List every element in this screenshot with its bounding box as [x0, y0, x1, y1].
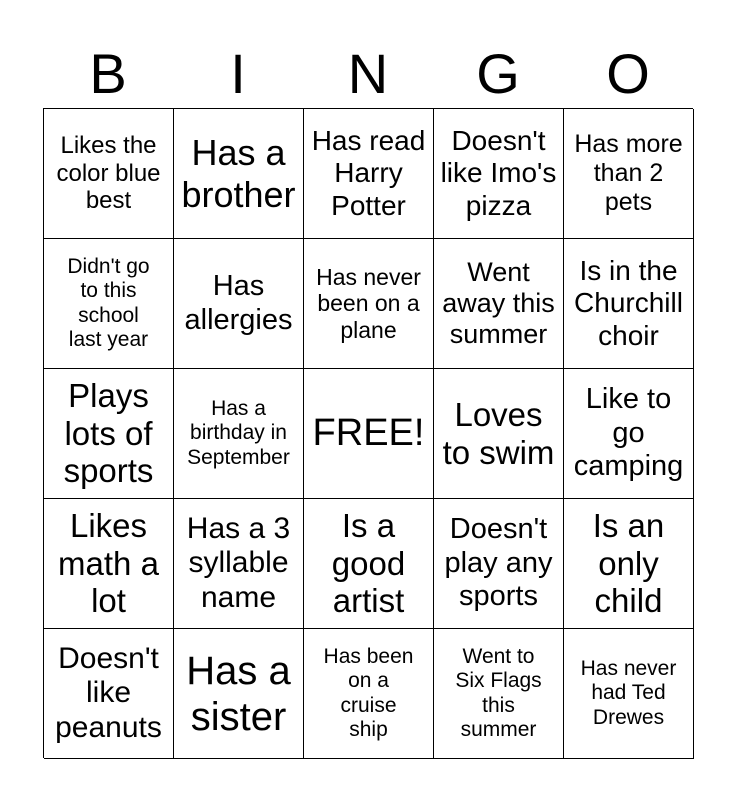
cell-text: Is an only child	[592, 506, 665, 620]
cell-text: Has a brother	[181, 132, 296, 215]
header-letter-i: I	[230, 42, 246, 105]
bingo-grid	[43, 108, 693, 758]
bingo-cell-r4-c4[interactable]	[434, 499, 564, 629]
cell-text: Has a sister	[186, 648, 291, 739]
cell-text: Likes math a lot	[58, 506, 159, 620]
bingo-cell-r4-c2[interactable]	[174, 499, 304, 629]
cell-text: Has allergies	[184, 270, 293, 336]
cell-text: Has never been on a plane	[316, 263, 421, 343]
header-letter-g: G	[476, 42, 520, 105]
bingo-cell-r5-c2[interactable]	[174, 629, 304, 759]
bingo-cell-r5-c5[interactable]	[564, 629, 694, 759]
bingo-cell-r3-c5[interactable]	[564, 369, 694, 499]
cell-text: Didn't go to this school last year	[67, 255, 150, 351]
bingo-cell-r2-c1[interactable]	[44, 239, 174, 369]
cell-text: Doesn't like Imo's pizza	[440, 125, 557, 221]
bingo-cell-r4-c5[interactable]	[564, 499, 694, 629]
cell-text: Has a birthday in September	[187, 397, 290, 469]
header-letter-n: N	[347, 42, 389, 105]
cell-text: Went to Six Flags this summer	[455, 645, 542, 741]
bingo-cell-r1-c5[interactable]	[564, 109, 694, 239]
cell-text: FREE!	[312, 411, 425, 454]
bingo-cell-r1-c4[interactable]	[434, 109, 564, 239]
bingo-cell-r3-c4[interactable]	[434, 369, 564, 499]
header-letter-b: B	[89, 42, 127, 105]
cell-text: Loves to swim	[442, 395, 555, 471]
bingo-cell-r5-c4[interactable]	[434, 629, 564, 759]
cell-text: Has never had Ted Drewes	[580, 657, 677, 729]
bingo-cell-r4-c1[interactable]	[44, 499, 174, 629]
bingo-cell-r2-c4[interactable]	[434, 239, 564, 369]
cell-text: Is a good artist	[331, 506, 406, 620]
header-letter-o: O	[606, 42, 650, 105]
bingo-cell-r5-c1[interactable]	[44, 629, 174, 759]
bingo-cell-r3-c1[interactable]	[44, 369, 174, 499]
cell-text: Has been on a cruise ship	[323, 645, 414, 741]
bingo-cell-r5-c3[interactable]	[304, 629, 434, 759]
cell-text: Went away this summer	[442, 256, 555, 350]
cell-text: Has a 3 syllable name	[186, 511, 291, 614]
cell-text: Has read Harry Potter	[311, 125, 426, 221]
cell-text: Has more than 2 pets	[574, 130, 683, 216]
bingo-cell-free[interactable]	[304, 369, 434, 499]
cell-text: Is in the Churchill choir	[574, 255, 683, 351]
cell-text: Like to go camping	[573, 383, 684, 483]
cell-text: Plays lots of sports	[63, 376, 154, 490]
cell-text: Doesn't like peanuts	[55, 641, 162, 744]
bingo-cell-r2-c3[interactable]	[304, 239, 434, 369]
bingo-cell-r1-c2[interactable]	[174, 109, 304, 239]
bingo-cell-r1-c3[interactable]	[304, 109, 434, 239]
bingo-cell-r3-c2[interactable]	[174, 369, 304, 499]
cell-text: Doesn't play any sports	[444, 513, 553, 613]
bingo-cell-r1-c1[interactable]	[44, 109, 174, 239]
bingo-header	[43, 40, 693, 108]
bingo-cell-r2-c5[interactable]	[564, 239, 694, 369]
cell-text: Likes the color blue best	[56, 132, 161, 215]
bingo-cell-r4-c3[interactable]	[304, 499, 434, 629]
bingo-cell-r2-c2[interactable]	[174, 239, 304, 369]
